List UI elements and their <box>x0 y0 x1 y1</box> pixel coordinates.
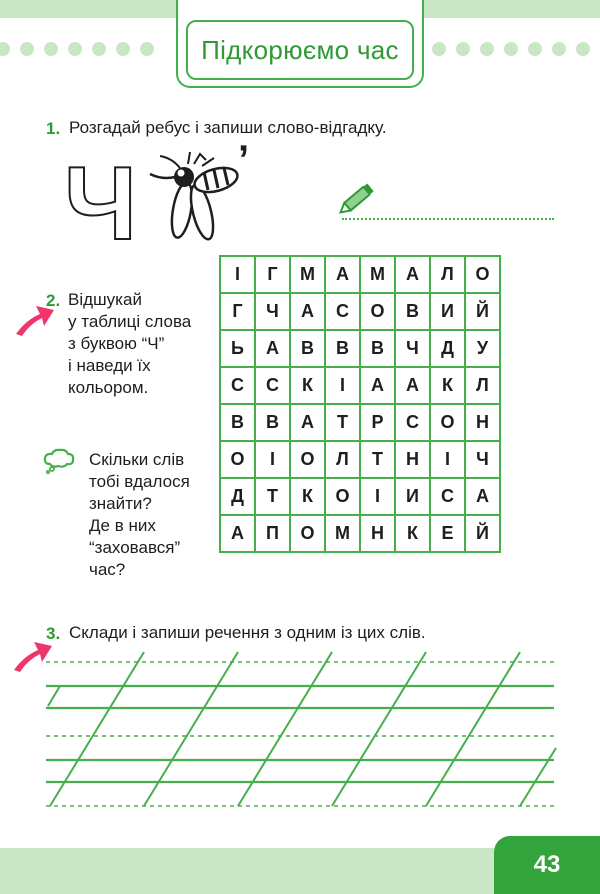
decorative-dots-right <box>432 42 590 56</box>
grid-cell[interactable]: І <box>325 367 360 404</box>
grid-cell[interactable]: В <box>255 404 290 441</box>
question-line: час? <box>89 560 126 579</box>
task-2-line: кольором. <box>68 378 149 397</box>
grid-cell[interactable]: А <box>465 478 500 515</box>
grid-cell[interactable]: В <box>395 293 430 330</box>
letter-grid <box>219 255 501 553</box>
title-tab <box>176 0 424 88</box>
grid-cell[interactable]: А <box>360 367 395 404</box>
answer-line[interactable] <box>342 218 554 220</box>
grid-cell[interactable]: С <box>255 367 290 404</box>
grid-row <box>220 478 500 515</box>
grid-row <box>220 404 500 441</box>
page-number: 43 <box>494 836 600 894</box>
grid-row <box>220 515 500 552</box>
grid-cell[interactable]: А <box>220 515 255 552</box>
question-line: Скільки слів <box>89 450 185 469</box>
grid-row <box>220 330 500 367</box>
task-1-text: Розгадай ребус і запиши слово-відгадку. <box>69 118 387 137</box>
grid-cell[interactable]: Т <box>325 404 360 441</box>
grid-cell[interactable]: Н <box>395 441 430 478</box>
grid-cell[interactable]: Т <box>360 441 395 478</box>
grid-cell[interactable]: С <box>395 404 430 441</box>
grid-cell[interactable]: А <box>255 330 290 367</box>
thought-cloud-icon <box>42 448 76 474</box>
grid-cell[interactable]: А <box>325 256 360 293</box>
grid-cell[interactable]: О <box>430 404 465 441</box>
grid-cell[interactable]: К <box>430 367 465 404</box>
grid-cell[interactable]: І <box>360 478 395 515</box>
grid-cell[interactable]: Д <box>220 478 255 515</box>
grid-cell[interactable]: Й <box>465 515 500 552</box>
grid-cell[interactable]: Ч <box>465 441 500 478</box>
grid-cell[interactable]: Ч <box>255 293 290 330</box>
grid-cell[interactable]: О <box>465 256 500 293</box>
grid-cell[interactable]: Г <box>220 293 255 330</box>
grid-cell[interactable]: О <box>290 441 325 478</box>
question-line: знайти? <box>89 494 152 513</box>
grid-cell[interactable]: Й <box>465 293 500 330</box>
grid-cell[interactable]: С <box>325 293 360 330</box>
grid-row <box>220 367 500 404</box>
grid-cell[interactable]: И <box>430 293 465 330</box>
grid-cell[interactable]: С <box>220 367 255 404</box>
grid-cell[interactable]: Е <box>430 515 465 552</box>
grid-cell[interactable]: К <box>290 367 325 404</box>
grid-cell[interactable]: В <box>290 330 325 367</box>
grid-cell[interactable]: Л <box>325 441 360 478</box>
grid-cell[interactable]: В <box>220 404 255 441</box>
pencil-icon <box>338 178 380 216</box>
grid-cell[interactable]: Г <box>255 256 290 293</box>
rebus-comma: ’ <box>238 138 250 182</box>
grid-cell[interactable]: А <box>290 404 325 441</box>
page-title: Підкорюємо час <box>186 20 414 80</box>
decorative-dots-left <box>0 42 154 56</box>
question-text <box>89 449 214 581</box>
grid-cell[interactable]: Л <box>430 256 465 293</box>
grid-cell[interactable]: А <box>395 367 430 404</box>
grid-cell[interactable]: Р <box>360 404 395 441</box>
task-2-line: з буквою “Ч” <box>68 334 165 353</box>
grid-row <box>220 441 500 478</box>
grid-row <box>220 256 500 293</box>
grid-cell[interactable]: М <box>290 256 325 293</box>
grid-cell[interactable]: І <box>220 256 255 293</box>
grid-cell[interactable]: І <box>430 441 465 478</box>
grid-cell[interactable]: М <box>360 256 395 293</box>
grid-cell[interactable]: Т <box>255 478 290 515</box>
grid-cell[interactable]: О <box>220 441 255 478</box>
task-3-text: Склади і запиши речення з одним із цих слів. <box>69 623 426 642</box>
grid-cell[interactable]: И <box>395 478 430 515</box>
grid-cell[interactable]: О <box>325 478 360 515</box>
grid-cell[interactable]: Ь <box>220 330 255 367</box>
grid-row <box>220 293 500 330</box>
task-2-text <box>68 289 218 399</box>
grid-cell[interactable]: О <box>360 293 395 330</box>
question-line: Де в них <box>89 516 156 535</box>
grid-cell[interactable]: В <box>325 330 360 367</box>
question-line: тобі вдалося <box>89 472 190 491</box>
grid-cell[interactable]: Д <box>430 330 465 367</box>
grid-cell[interactable]: С <box>430 478 465 515</box>
grid-cell[interactable]: А <box>290 293 325 330</box>
rebus-letter: Ч <box>64 146 138 262</box>
grid-cell[interactable]: І <box>255 441 290 478</box>
task-2-line: і наведи їх <box>68 356 151 375</box>
bottom-band <box>0 848 494 894</box>
grid-cell[interactable]: Н <box>465 404 500 441</box>
question-line: “заховався” <box>89 538 181 557</box>
grid-cell[interactable]: М <box>325 515 360 552</box>
grid-cell[interactable]: О <box>290 515 325 552</box>
task-2-line: Відшукай <box>68 290 142 309</box>
grid-cell[interactable]: В <box>360 330 395 367</box>
task-2-number: 2. <box>46 291 61 310</box>
grid-cell[interactable]: Н <box>360 515 395 552</box>
grid-cell[interactable]: А <box>395 256 430 293</box>
task-2-line: у таблиці слова <box>68 312 192 331</box>
handwriting-lines[interactable] <box>40 648 560 818</box>
grid-cell[interactable]: У <box>465 330 500 367</box>
task-1-number: 1. <box>46 119 61 138</box>
task-3-number: 3. <box>46 624 61 643</box>
grid-cell[interactable]: К <box>290 478 325 515</box>
grid-cell[interactable]: Ч <box>395 330 430 367</box>
grid-cell[interactable]: К <box>395 515 430 552</box>
grid-cell[interactable]: П <box>255 515 290 552</box>
grid-cell[interactable]: Л <box>465 367 500 404</box>
